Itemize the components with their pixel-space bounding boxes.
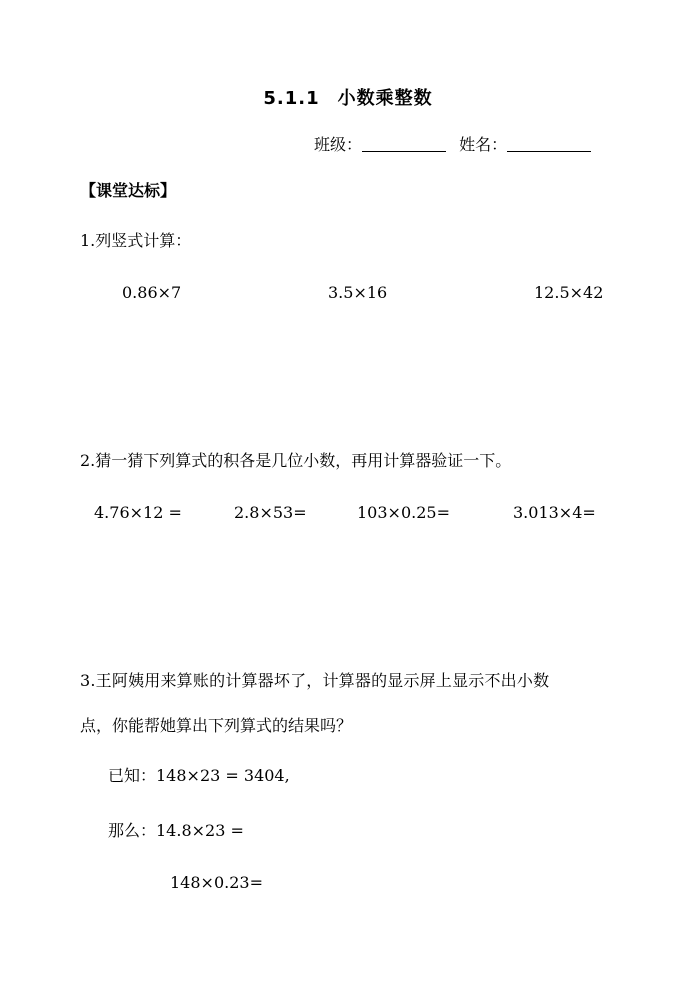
question-1-item: 0.86×7 — [122, 283, 182, 302]
question-3-prompt-line1: 3.王阿姨用来算账的计算器坏了，计算器的显示屏上显示不出小数 — [80, 671, 550, 690]
question-1-item: 3.5×16 — [328, 283, 388, 302]
question-1-prompt: 1.列竖式计算： — [80, 231, 192, 250]
question-3-prompt-line2: 点，你能帮她算出下列算式的结果吗？ — [80, 716, 353, 735]
page-title — [0, 84, 696, 110]
question-2-item: 103×0.25= — [357, 503, 450, 522]
class-label: 班级： — [314, 135, 363, 154]
section-heading: 【课堂达标】 — [80, 181, 177, 200]
question-1-item: 12.5×42 — [534, 283, 604, 302]
question-2-item: 2.8×53= — [234, 503, 307, 522]
class-blank[interactable] — [362, 135, 446, 152]
question-2-item: 3.013×4= — [513, 503, 596, 522]
student-info — [314, 132, 591, 155]
question-3-then: 那么：14.8×23 = — [108, 821, 244, 840]
question-2-item: 4.76×12 = — [94, 503, 182, 522]
title-number: 5.1.1 — [263, 88, 320, 109]
question-3-known: 已知：148×23 = 3404, — [108, 766, 290, 785]
question-2-prompt: 2.猜一猜下列算式的积各是几位小数，再用计算器验证一下。 — [80, 451, 512, 470]
title-text: 小数乘整数 — [337, 88, 433, 109]
name-label: 姓名： — [459, 135, 508, 154]
question-3-then2: 148×0.23= — [170, 873, 263, 892]
name-blank[interactable] — [507, 135, 591, 152]
